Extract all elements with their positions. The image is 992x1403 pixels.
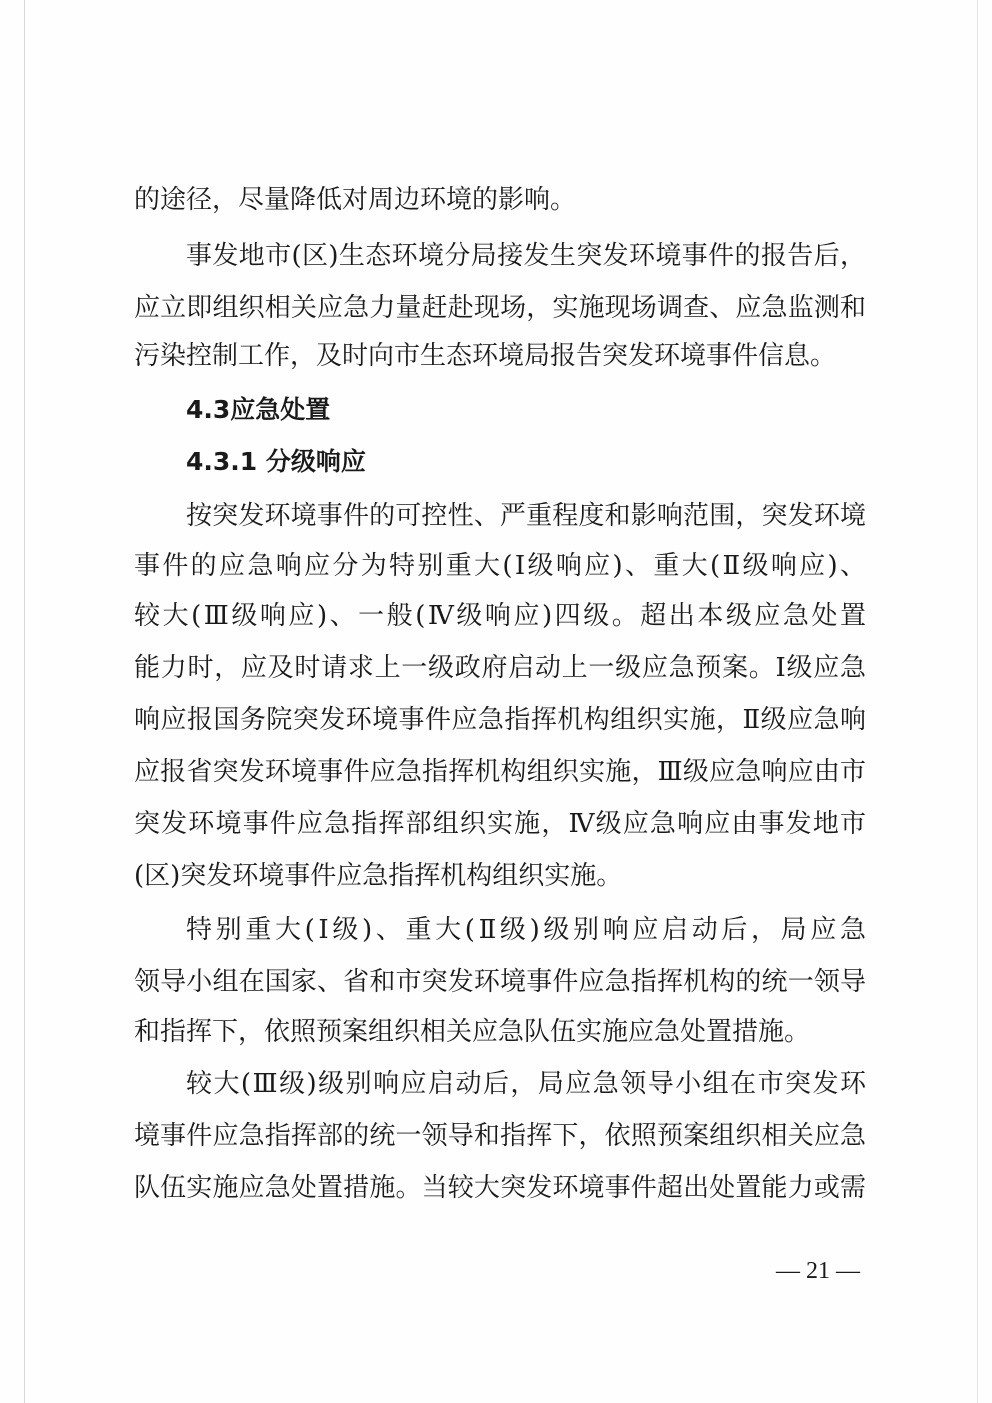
text-line: 突发环境事件应急指挥部组织实施，Ⅳ级应急响应由事发地市	[134, 809, 866, 839]
page-number: — 21 —	[776, 1258, 860, 1284]
text-line: 特别重大(Ⅰ级)、重大(Ⅱ级)级别响应启动后，局应急	[186, 915, 866, 945]
text-line: 境事件应急指挥部的统一领导和指挥下，依照预案组织相关应急	[134, 1121, 866, 1151]
section-heading: 4.3应急处置	[186, 395, 331, 424]
text-line: 事发地市(区)生态环境分局接发生突发环境事件的报告后，	[186, 241, 866, 271]
text-line: 能力时，应及时请求上一级政府启动上一级应急预案。Ⅰ级应急	[134, 653, 866, 683]
scan-edge-right	[977, 0, 978, 1403]
text-line: 队伍实施应急处置措施。当较大突发环境事件超出处置能力或需	[134, 1173, 866, 1203]
scan-edge-left	[24, 0, 25, 1403]
text-line: 响应报国务院突发环境事件应急指挥机构组织实施，Ⅱ级应急响	[134, 705, 866, 735]
text-line: 按突发环境事件的可控性、严重程度和影响范围，突发环境	[186, 501, 866, 531]
text-line: 和指挥下，依照预案组织相关应急队伍实施应急处置措施。	[134, 1017, 811, 1047]
text-line: 应立即组织相关应急力量赶赴现场，实施现场调查、应急监测和	[134, 293, 866, 323]
text-line: 较大(Ⅲ级响应)、一般(Ⅳ级响应)四级。超出本级应急处置	[134, 601, 866, 631]
text-line: 事件的应急响应分为特别重大(Ⅰ级响应)、重大(Ⅱ级响应)、	[134, 551, 866, 581]
text-line: 较大(Ⅲ级)级别响应启动后，局应急领导小组在市突发环	[186, 1069, 866, 1099]
text-line: 领导小组在国家、省和市突发环境事件应急指挥机构的统一领导	[134, 967, 866, 997]
text-line: 的途径，尽量降低对周边环境的影响。	[134, 185, 577, 215]
text-line: (区)突发环境事件应急指挥机构组织实施。	[134, 861, 623, 891]
text-line: 应报省突发环境事件应急指挥机构组织实施，Ⅲ级应急响应由市	[134, 757, 866, 787]
text-line: 污染控制工作，及时向市生态环境局报告突发环境事件信息。	[134, 341, 837, 371]
subsection-heading: 4.3.1 分级响应	[186, 447, 366, 476]
